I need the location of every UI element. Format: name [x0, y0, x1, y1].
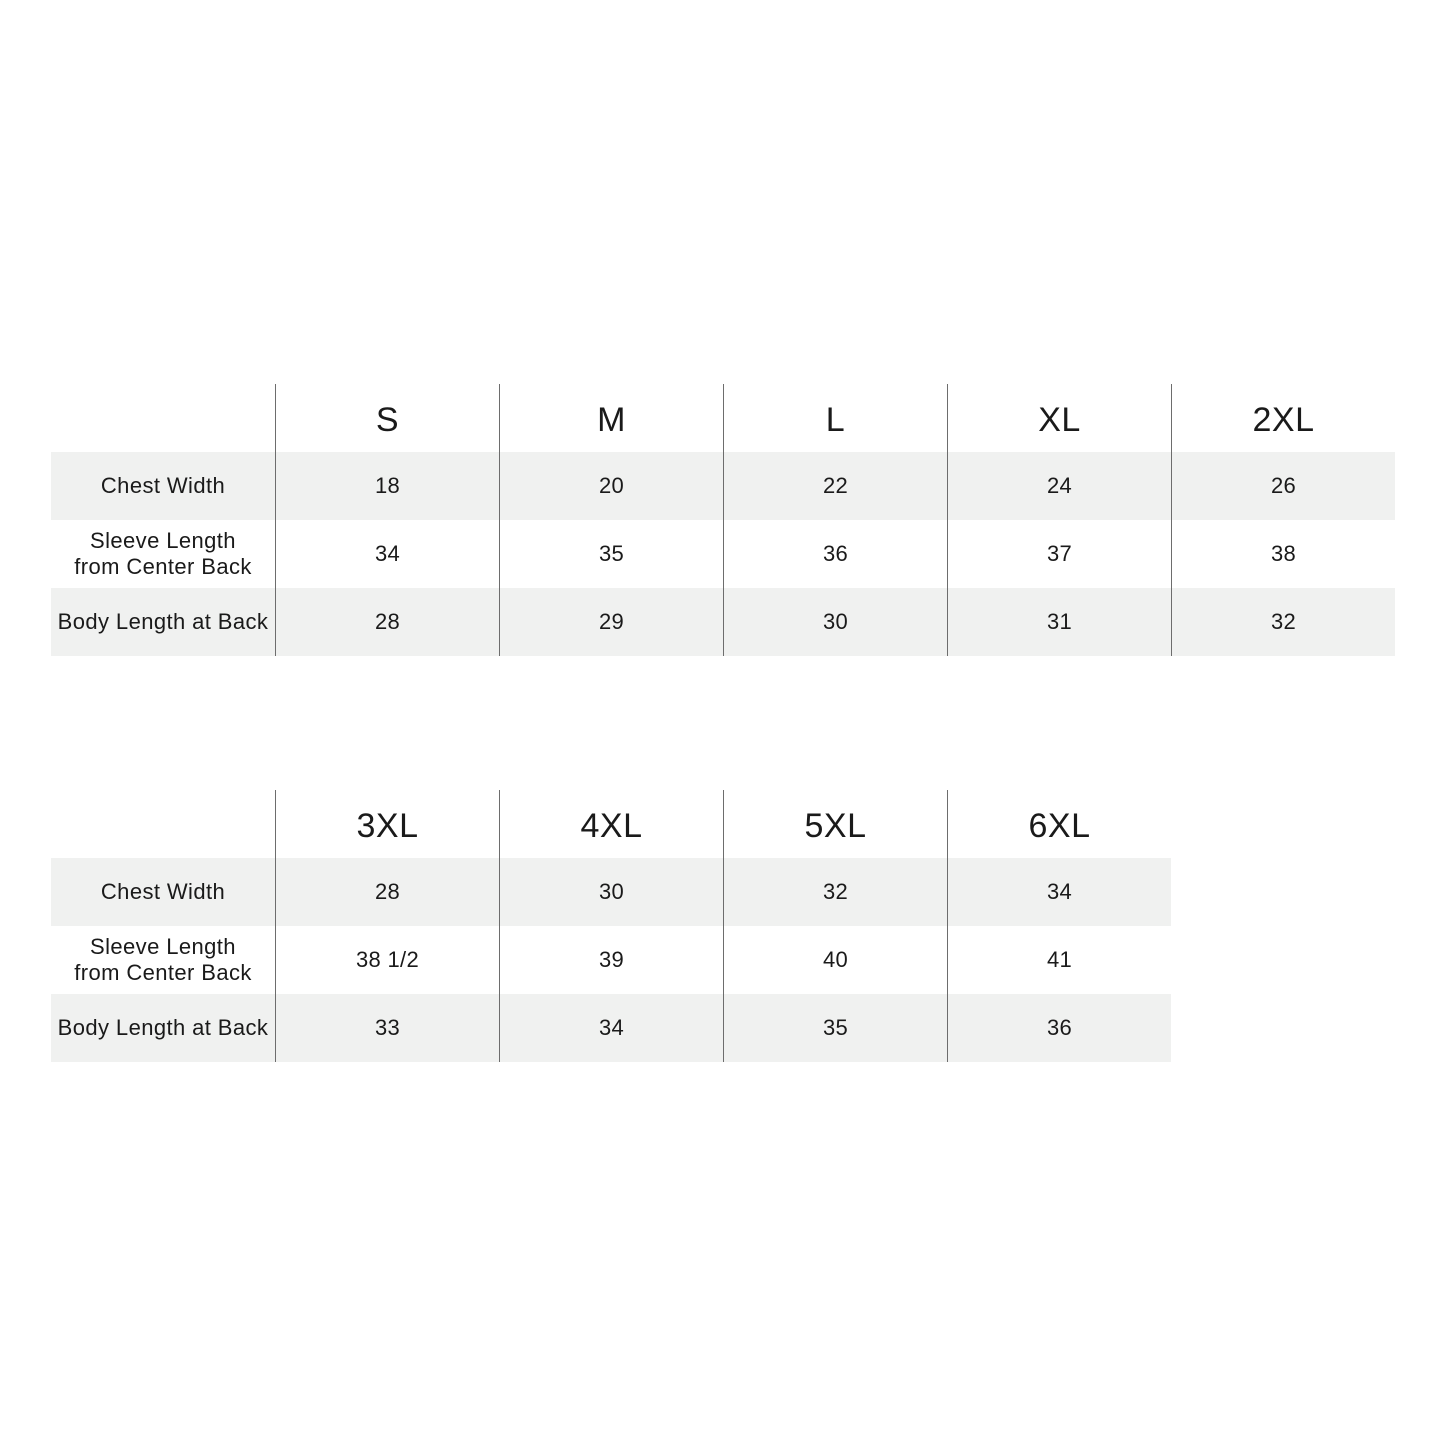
size-header-2xl: 2XL	[1171, 384, 1395, 452]
row-label-body-length: Body Length at Back	[51, 994, 275, 1062]
table-cell: 41	[947, 926, 1171, 994]
table-cell: 36	[723, 520, 947, 588]
table-cell: 34	[947, 858, 1171, 926]
table-cell: 28	[275, 588, 499, 656]
table-cell: 26	[1171, 452, 1395, 520]
table-cell: 30	[723, 588, 947, 656]
table-cell: 35	[499, 520, 723, 588]
size-header-4xl: 4XL	[499, 790, 723, 858]
corner-cell	[51, 384, 275, 452]
table-cell: 29	[499, 588, 723, 656]
table-cell: 20	[499, 452, 723, 520]
table-cell: 35	[723, 994, 947, 1062]
size-header-6xl: 6XL	[947, 790, 1171, 858]
table-cell: 39	[499, 926, 723, 994]
size-chart-table-2	[51, 790, 1171, 1062]
table-cell: 36	[947, 994, 1171, 1062]
table-cell: 32	[723, 858, 947, 926]
row-label-chest-width: Chest Width	[51, 452, 275, 520]
table-cell: 33	[275, 994, 499, 1062]
size-header-xl: XL	[947, 384, 1171, 452]
row-label-sleeve-length: Sleeve Length from Center Back	[74, 934, 252, 985]
size-header-3xl: 3XL	[275, 790, 499, 858]
corner-cell	[51, 790, 275, 858]
row-label-chest-width: Chest Width	[51, 858, 275, 926]
size-header-m: M	[499, 384, 723, 452]
size-header-s: S	[275, 384, 499, 452]
row-label-body-length: Body Length at Back	[51, 588, 275, 656]
table-cell: 34	[499, 994, 723, 1062]
table-cell: 18	[275, 452, 499, 520]
table-cell: 38	[1171, 520, 1395, 588]
table-cell: 32	[1171, 588, 1395, 656]
table-cell: 34	[275, 520, 499, 588]
table-cell: 31	[947, 588, 1171, 656]
table-cell: 40	[723, 926, 947, 994]
table-cell: 24	[947, 452, 1171, 520]
size-header-l: L	[723, 384, 947, 452]
table-cell: 28	[275, 858, 499, 926]
row-label-sleeve-length: Sleeve Length from Center Back	[74, 528, 252, 579]
table-cell: 30	[499, 858, 723, 926]
size-chart-table-1	[51, 384, 1395, 656]
table-cell: 22	[723, 452, 947, 520]
table-cell: 37	[947, 520, 1171, 588]
table-cell: 38 1/2	[275, 926, 499, 994]
size-header-5xl: 5XL	[723, 790, 947, 858]
